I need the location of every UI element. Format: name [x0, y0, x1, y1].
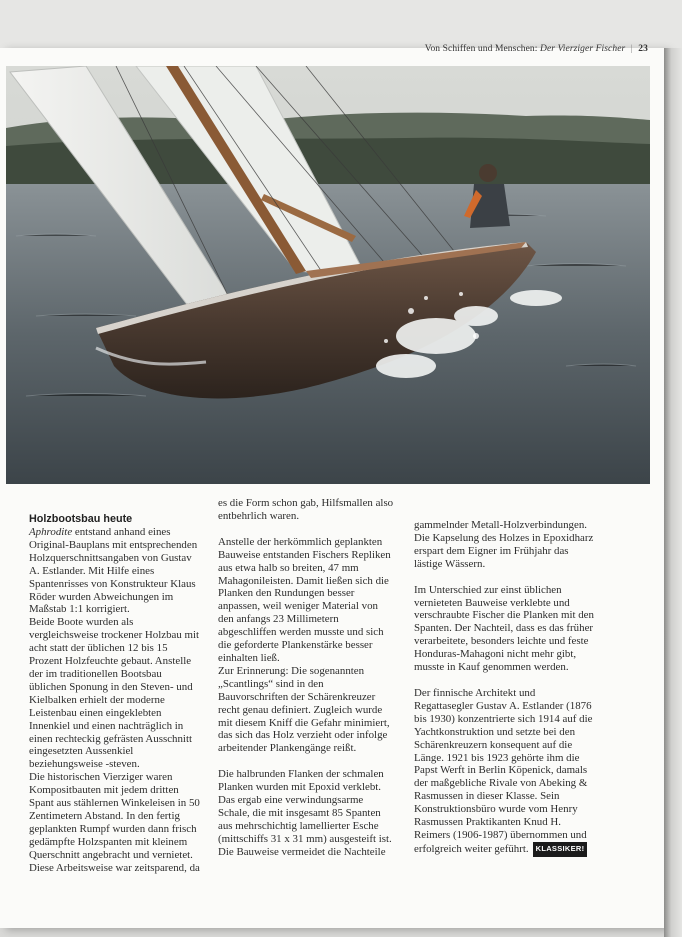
- paragraph: es die Form schon gab, Hilfsmallen also entbehrlich waren.: [218, 497, 394, 522]
- text-column-1: [29, 513, 201, 874]
- paragraph: gammelnder Metall-Holzverbindungen. Die Kapselung des Holzes in Epoxidharz erspart dem Eigner im Frühjahr das lästige Wässern.: [414, 519, 594, 570]
- text-column-2: [218, 497, 396, 859]
- running-head-separator: |: [630, 44, 633, 54]
- paragraph: [29, 526, 201, 616]
- paragraph: Anstelle der herkömmlich geplankten Bauweise entstanden Fischers Repliken aus etwa halb so breiten, 47 mm Mahagonileisten. Damit ließen sich die Planken den Rundungen besser anpassen, weil weniger Material von den anfangs 23 Millimetern abgeschliffen werden musste und sich die geforderte Plankenstärke besser einhalten ließ.: [218, 535, 391, 664]
- page-binding-edge: [664, 48, 682, 937]
- paragraph-text: Der finnische Architekt und Regattasegler Gustav A. Estlander (1876 bis 1930) konzentrierte sich 1914 auf die Yachtkonstruktion und setzte bei den Schärenkreuzern konsequent auf die Länge. 1921 bis 1923 gehörte ihm die Papst Werft in Berlin Köpenick, damals der maßgebliche Rivale von Abeking & Rasmussen in dieser Klasse. Sein Konstruktionsbüro wurde vom Henry Rasmussen Praktikanten Knud H. Reimers (1906-1987) übernommen und erfolgreich weiter geführt.: [414, 686, 593, 855]
- running-head-title: Von Schiffen und Menschen:: [424, 44, 538, 54]
- paragraph: Zur Erinnerung: Die sogenannten „Scantlings“ sind in den Bauvorschriften der Schärenkreuzer recht genau definiert. Zugleich wurde mit diesem Kniff die Gefahr minimiert, das sich das Holz verzieht oder infolge arbeitender Plankengänge reißt.: [218, 664, 390, 755]
- paragraph: Beide Boote wurden als vergleichsweise trockener Holzbau mit acht statt der üblichen 12 bis 15 Prozent Holzfeuchte gebaut. Anstelle der im traditionellen Bootsbau üblichen Sponung in den Steven- und Kielbalken erhielt der moderne Leistenbau einen eingeklebten Innenkiel und einen nachträglich in einen rechteckig gefrästen Ausschnitt eingesetzten Aussenkiel beziehungsweise -steven.: [29, 616, 200, 771]
- sailboat-photo: [6, 66, 650, 484]
- boat-name: Aphrodite: [29, 526, 73, 538]
- paragraph-text: entstand anhand eines Original-Bauplans mit entsprechenden Holzquerschnittsangaben von Gustav A. Estlander. Mit Hilfe eines Spantenrisses von Konstrukteur Klaus Röder wurden Abweichungen im Maßstab 1:1 korrigiert.: [29, 526, 198, 616]
- running-head: [425, 44, 648, 54]
- paragraph: [414, 687, 594, 857]
- section-heading: Holzbootsbau heute: [29, 513, 133, 525]
- sailboat-photo-illustration: [6, 66, 650, 484]
- running-head-subtitle: Der Vierziger Fischer: [540, 44, 626, 54]
- scan-background-top: [0, 0, 682, 48]
- paragraph: Im Unterschied zur einst üblichen vernieteten Bauweise verklebte und verschraubte Fischer die Planken mit den Spanten. Der Nachteil, dass es das früher verarbeitete, besonders leichte und feste Honduras-Mahagoni nicht mehr gibt, musste in Kauf genommen werden.: [414, 583, 594, 674]
- text-column-3: [414, 519, 594, 857]
- paragraph: Die halbrunden Flanken der schmalen Planken wurden mit Epoxid verklebt. Das ergab eine verwindungsarme Schale, die mit insgesamt 85 Spanten aus mehrschichtig lamellierter Esche (mittschiffs 31 x 31 mm) ausgesteift ist.: [218, 768, 392, 845]
- paragraph: Die historischen Vierziger waren Kompositbauten mit jedem dritten Spant aus stählernen Winkeleisen in 50 Zentimetern Abstand. In den fertig geplankten Rumpf wurden dann frisch gedämpfte Holzspanten mit kleinem Querschnitt angebracht und vernietet. Diese Arbeitsweise war zeitsparend, da: [29, 771, 200, 874]
- page-number: 23: [638, 44, 648, 54]
- paragraph: Die Bauweise vermeidet die Nachteile: [218, 845, 386, 858]
- klassiker-badge: KLASSIKER!: [533, 842, 588, 857]
